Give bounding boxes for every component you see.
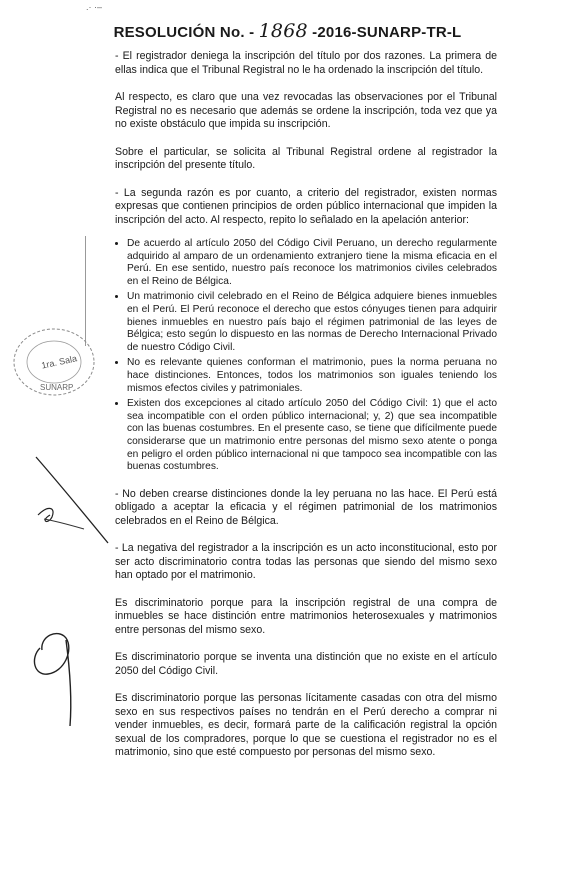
paragraph: Es discriminatorio porque se inventa una distinción que no existe en el artículo 2050 del Código Civil. <box>115 651 497 677</box>
handwritten-number: 1868 <box>258 20 308 42</box>
paragraph: - No deben crearse distinciones donde la ley peruana no las hace. El Perú está obligado a aceptar la eficacia y el régimen patrimonial de los matrimonios celebrados en el Reino de Bélgica. <box>115 487 497 527</box>
header-suffix: -2016-SUNARP-TR-L <box>312 24 462 41</box>
paragraph: Al respecto, es claro que una vez revocadas las observaciones por el Tribunal Registral no es necesario que además se ordene la inscripción, toda vez que ya no existe obstáculo que impida su inscripción. <box>115 91 497 130</box>
paragraph: Es discriminatorio porque las personas lícitamente casadas con otra del mismo sexo en sus respectivos países no tendrán en el Perú derecho a comprar ni vender inmuebles, es decir, formará parte de la calificación registral la opción sexual de los compradores, porque lo que se cuestiona el registrador no es el matrimonio, sino que esté compuesto por personas del mismo sexo. <box>115 692 497 759</box>
bullet-item: • De acuerdo al artículo 2050 del Código Civil Peruano, un derecho regularmente adquirido al amparo de un ordenamiento extranjero tiene la misma eficacia en el Perú. En ese sentido, nuestro país reconoce los matrimonios civiles celebrados en el Reino de Bélgica. <box>127 237 497 288</box>
initials-mark <box>26 630 98 730</box>
paragraph: - La negativa del registrador a la inscripción es un acto inconstitucional, esto por ser acto discriminatorio contra todas las personas que siendo del mismo sexo han optado por el matrimonio. <box>115 542 497 582</box>
paragraph: Sobre el particular, se solicita al Tribunal Registral ordene al registrador la inscripción del presente título. <box>115 145 497 171</box>
stamp-text-sunarp: SUNARP <box>40 383 74 392</box>
paragraph: - El registrador deniega la inscripción del título por dos razones. La primera de ellas indica que el Tribunal Registral no le ha ordenado la inscripción del título. <box>115 50 497 76</box>
official-stamp <box>8 322 100 400</box>
document-body <box>115 50 497 774</box>
paragraph: Es discriminatorio porque para la inscripción registral de una compra de inmuebles se hace distinción entre matrimonios heterosexuales y matrimonios entre personas del mismo sexo. <box>115 596 497 636</box>
bullet-item: • Un matrimonio civil celebrado en el Reino de Bélgica adquiere bienes inmuebles en el Perú. El Perú reconoce el derecho que estos cónyuges tienen para adquirir bienes inmuebles en nuestro país bajo el régimen patrimonial de las leyes de Bélgica; esto según lo dispuesto en las normas de Derecho Internacional Privado de nuestro Código Civil. <box>127 290 497 354</box>
bullet-item: • Existen dos excepciones al citado artículo 2050 del Código Civil: 1) que el acto sea incompatible con el orden público internacional; y, 2) que sea incompatible con las buenas costumbres. En el presente caso, se tiene que difícilmente puede considerarse que un matrimonio entre personas del mismo sexo atente o ponga en peligro el orden público internacional ni que tampoco sea incompatible con las buenas costumbres. <box>127 397 497 474</box>
stamp-text-sala: 1ra. Sala <box>40 353 78 371</box>
bullet-item: • No es relevante quienes conforman el matrimonio, pues la norma peruana no hace distinciones. Entonces, todos los matrimonios son iguales teniendo los mismos efectos civiles y patrimoniales. <box>127 356 497 395</box>
scan-mark: .· ·– <box>86 2 103 12</box>
header-prefix: RESOLUCIÓN No. - <box>113 24 255 41</box>
bullet-list <box>115 237 497 474</box>
paragraph: - La segunda razón es por cuanto, a criterio del registrador, existen normas expresas que contienen principios de orden público internacional que impiden la inscripción del acto. Al respecto, repito lo señalado en la apelación anterior: <box>115 186 497 226</box>
resolution-header <box>0 20 575 42</box>
signature-mark <box>26 455 111 547</box>
